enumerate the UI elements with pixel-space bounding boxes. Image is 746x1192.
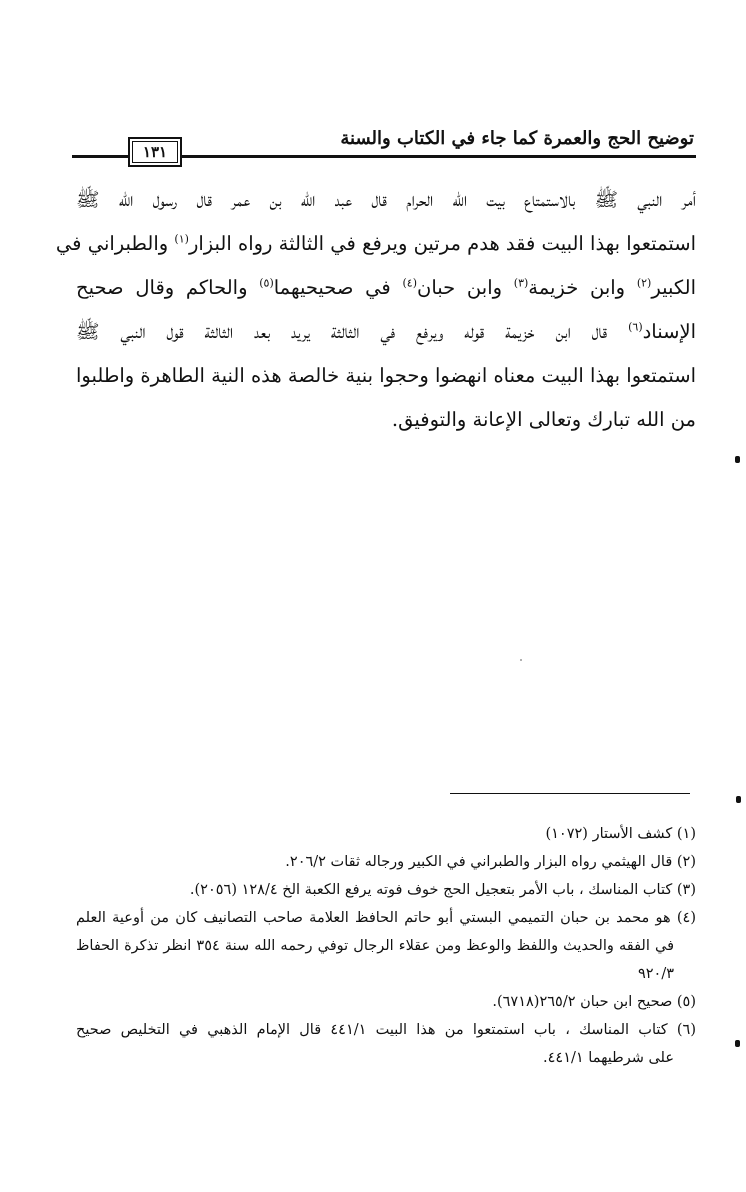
footnotes: [76, 820, 696, 1072]
text-run: في صحيحيهما: [273, 276, 403, 299]
text-run: قال ابن خزيمة قوله ويرفع في الثالثة يريد بعد الثالثة قول النبي ﷺ: [76, 320, 629, 343]
text-run: وابن حبان: [417, 276, 514, 299]
scan-mark: [735, 1040, 740, 1047]
scan-mark: [735, 456, 740, 463]
footnote-ref: (٢): [636, 276, 652, 290]
footnote-line: على شرطيهما ٤٤١/١.: [543, 1050, 674, 1066]
footnote-separator: [450, 793, 690, 794]
footnote-line: (٦) كتاب المناسك ، باب استمتعوا من هذا البيت ٤٤١/١ قال الإمام الذهبي في التخليص صحيح: [76, 1022, 696, 1038]
footnote-line: (٢) قال الهيثمي رواه البزار والطبراني في الكبير ورجاله ثقات ٢٠٦/٢.: [285, 854, 696, 870]
page-number-box: [128, 137, 182, 167]
text-line: [76, 266, 696, 310]
text-line: [76, 354, 696, 398]
text-line: [76, 178, 696, 222]
footnote-ref: (٤): [402, 276, 417, 290]
footnote-ref: (٣): [513, 276, 529, 290]
footnote-line: (١) كشف الأستار (١٠٧٢): [545, 826, 696, 842]
text-run: استمتعوا بهذا البيت معناه انهضوا وحجوا بنية خالصة هذه النية الطاهرة واطلبوا: [76, 364, 696, 387]
footnote-line: (٣) كتاب المناسك ، باب الأمر بتعجيل الحج خوف فوته يرفع الكعبة الخ ١٢٨/٤ (٢٠٥٦).: [189, 882, 696, 898]
footnote-line: (٥) صحيح ابن حبان ٢٦٥/٢(٦٧١٨).: [492, 994, 696, 1010]
text-run: الكبير: [651, 276, 696, 299]
text-run: وابن خزيمة: [528, 276, 637, 299]
text-line: [76, 398, 696, 442]
running-header-title: توضيح الحج والعمرة كما جاء في الكتاب والسنة: [340, 128, 694, 149]
footnote-line: (٤) هو محمد بن حبان التميمي البستي أبو حاتم الحافظ العلامة صاحب التصانيف كان من أوعية العلم: [76, 910, 696, 926]
scan-mark: [736, 796, 741, 803]
text-run: والطبراني في: [55, 232, 175, 255]
footnote-line: في الفقه والحديث واللفظ والوعظ ومن عقلاء الرجال توفي رحمه الله سنة ٣٥٤ انظر تذكرة الحفاظ: [76, 938, 674, 954]
page-number: ١٣١: [132, 141, 178, 163]
text-run: استمتعوا بهذا البيت فقد هدم مرتين ويرفع في الثالثة رواه البزار: [188, 232, 696, 255]
text-run: من الله تبارك وتعالى الإعانة والتوفيق.: [391, 408, 696, 431]
text-line: [76, 310, 696, 354]
text-line: [55, 222, 696, 266]
main-text: [55, 178, 696, 442]
scan-speck: [520, 659, 522, 661]
text-run: الإسناد: [642, 320, 696, 343]
footnote-line: ٩٢٠/٣: [637, 966, 674, 982]
footnote-ref: (٦): [628, 320, 643, 334]
text-run: أمر النبي ﷺ بالاستمتاع بيت الله الحرام قال عبد الله بن عمر قال رسول الله ﷺ: [76, 188, 696, 211]
footnote-ref: (١): [174, 232, 189, 246]
text-run: والحاكم وقال صحيح: [76, 276, 260, 299]
footnote-ref: (٥): [259, 276, 274, 290]
